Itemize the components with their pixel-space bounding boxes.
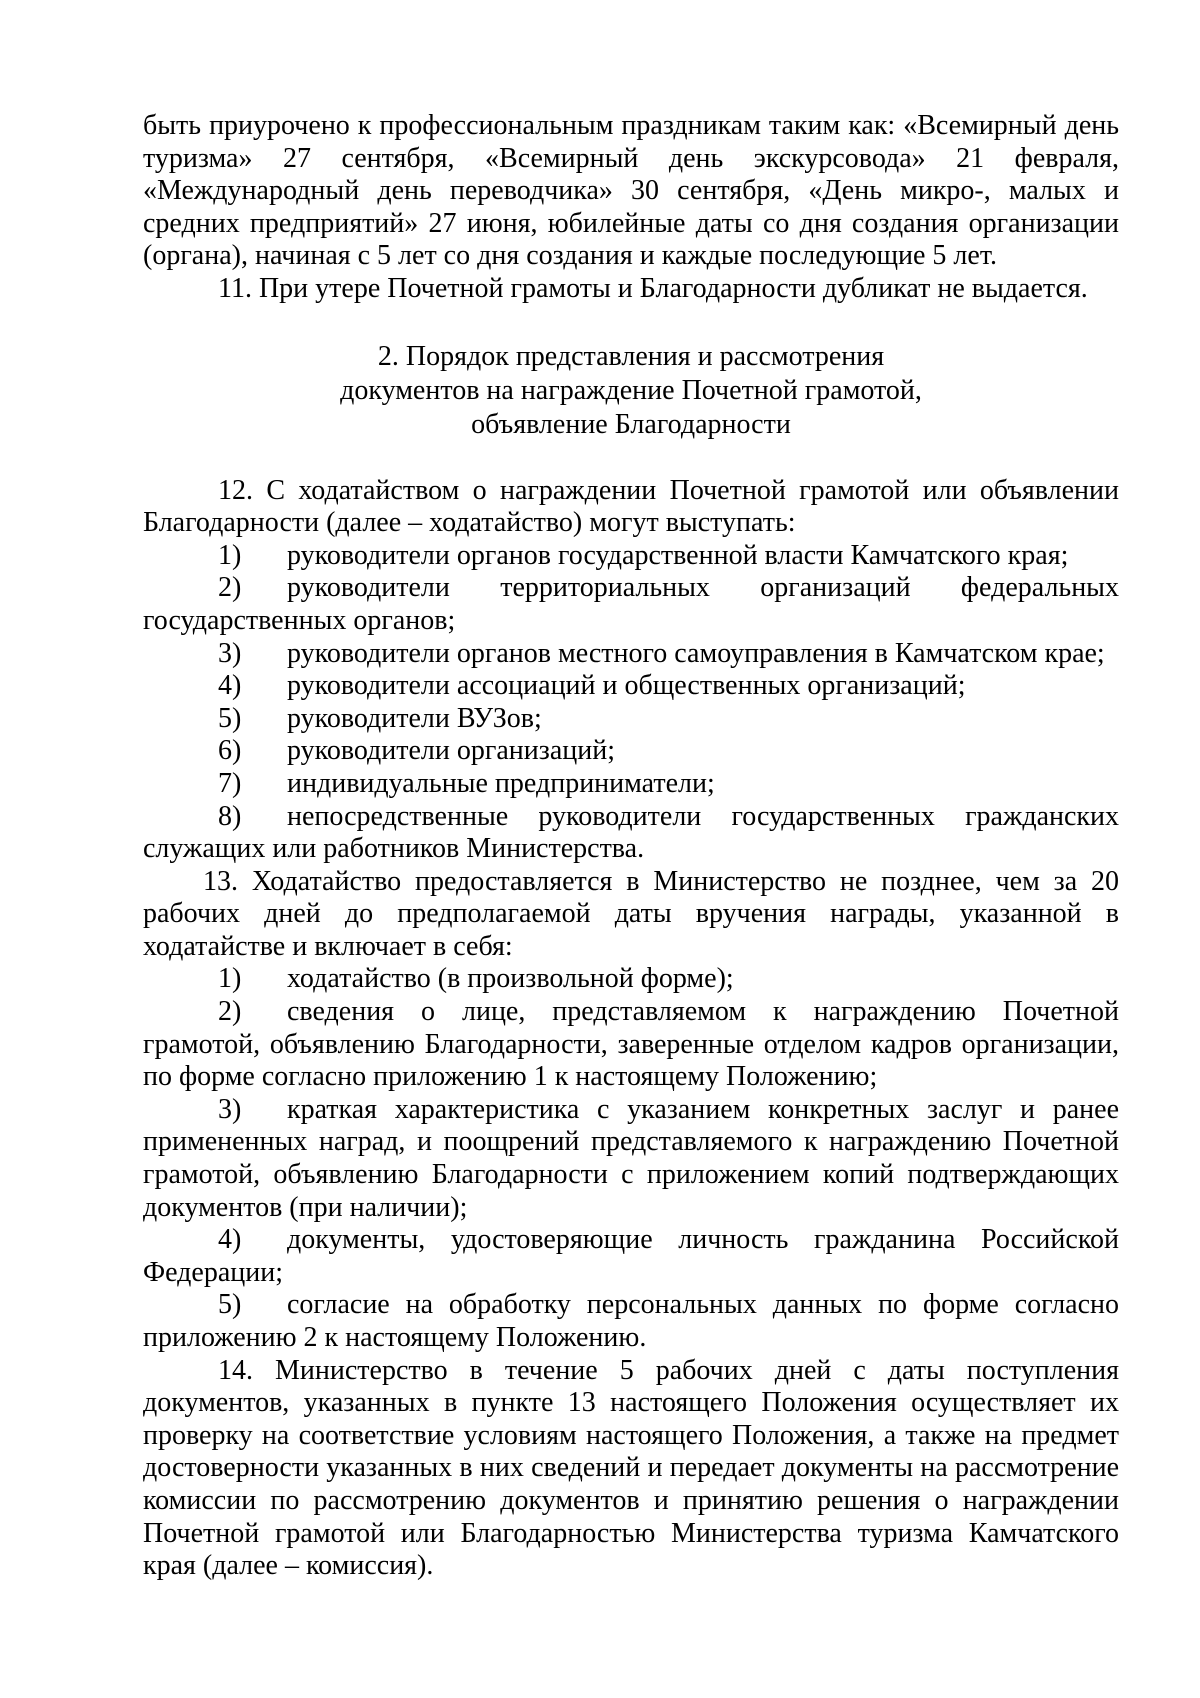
list-12-item-8: 8) непосредственные руководители государственных гражданских служащих или работников Министерства. xyxy=(143,800,1119,865)
list-13-item-3: 3) краткая характеристика с указанием конкретных заслуг и ранее примененных наград, и поощрений представляемого к награждению Почетной грамотой, объявлению Благодарности с приложением копий подтверждающих документов (при наличии); xyxy=(143,1093,1119,1223)
list-12-item-5: 5) руководители ВУЗов; xyxy=(218,702,542,734)
section-heading-line-3: объявление Благодарности xyxy=(471,408,791,440)
list-12-item-4: 4) руководители ассоциаций и общественных организаций; xyxy=(218,670,966,702)
list-13-item-4: 4) документы, удостоверяющие личность гражданина Российской Федерации; xyxy=(143,1224,1119,1288)
list-12-item-7: 7) индивидуальные предприниматели; xyxy=(218,767,715,799)
section-heading xyxy=(143,340,1119,442)
paragraph-14: 14. Министерство в течение 5 рабочих дней с даты поступления документов, указанных в пункте 13 настоящего Положения осуществляет их проверку на соответствие условиям настоящего Положения, а также на предмет достоверности указанных в них сведений и передает документы на рассмотрение комиссии по рассмотрению документов и принятию решения о награждении Почетной грамотой или Благодарностью Министерства туризма Камчатского края (далее – комиссия). xyxy=(143,1354,1119,1582)
list-12-item-1: 1) руководители органов государственной власти Камчатского края; xyxy=(218,539,1069,571)
paragraph-11: 11. При утере Почетной грамоты и Благодарности дубликат не выдается. xyxy=(218,272,1088,304)
paragraph-13: 13. Ходатайство предоставляется в Министерство не позднее, чем за 20 рабочих дней до предполагаемой даты вручения награды, указанной в ходатайстве и включает в себя: xyxy=(143,865,1119,962)
list-13-item-1: 1) ходатайство (в произвольной форме); xyxy=(218,963,734,995)
paragraph-continuation: быть приурочено к профессиональным праздникам таким как: «Всемирный день туризма» 27 сентября, «Всемирный день экскурсовода» 21 февраля, «Международный день переводчика» 30 сентября, «День микро-, малых и средних предприятий» 27 июня, юбилейные даты со дня создания организации (органа), начиная с 5 лет со дня создания и каждые последующие 5 лет. xyxy=(143,110,1119,272)
section-heading-line-2: документов на награждение Почетной грамотой, xyxy=(340,374,922,406)
document-page xyxy=(143,110,1119,1583)
list-12-item-3: 3) руководители органов местного самоуправления в Камчатском крае; xyxy=(218,637,1105,669)
list-12-item-2: 2) руководители территориальных организаций федеральных государственных органов; xyxy=(143,572,1119,636)
list-13-item-2: 2) сведения о лице, представляемом к награждению Почетной грамотой, объявлению Благодарности, заверенные отделом кадров организации, по форме согласно приложению 1 к настоящему Положению; xyxy=(143,996,1119,1093)
paragraph-12: 12. С ходатайством о награждении Почетной грамотой или объявлении Благодарности (далее – ходатайство) могут выступать: xyxy=(143,474,1119,539)
section-heading-line-1: 2. Порядок представления и рассмотрения xyxy=(377,340,885,372)
list-13-item-5: 5) согласие на обработку персональных данных по форме согласно приложению 2 к настоящему Положению. xyxy=(143,1289,1119,1353)
list-12-item-6: 6) руководители организаций; xyxy=(218,735,615,767)
